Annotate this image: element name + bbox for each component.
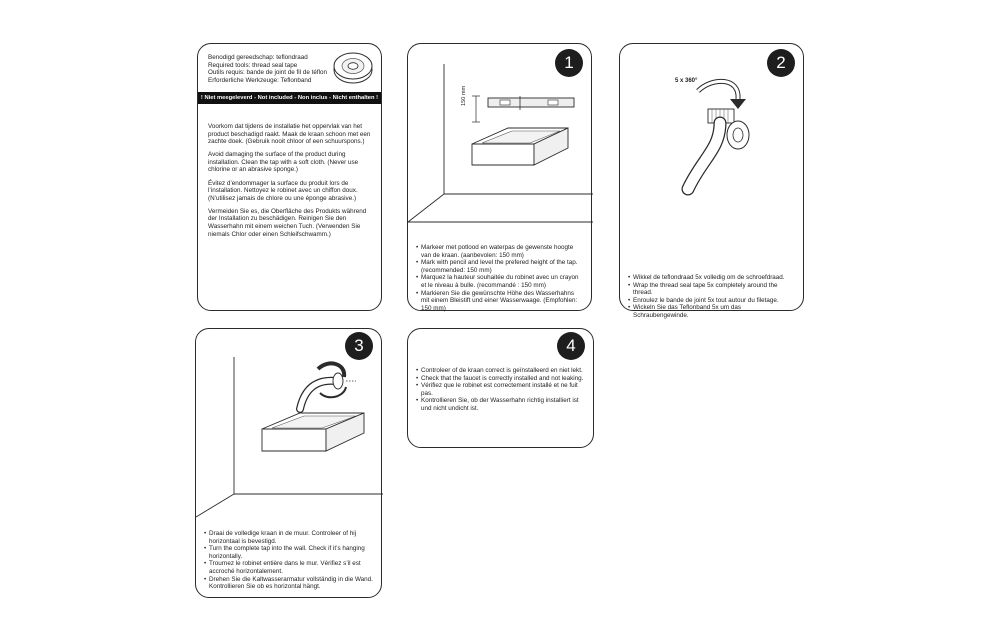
care-paragraph: Avoid damaging the surface of the product during installation. Clean the tap with a soft cloth. (Never use chlorine or an abrasive sponge.) (208, 151, 359, 174)
step-3-instructions (204, 530, 376, 591)
step-3-illustration (196, 329, 383, 524)
instruction-item: • Vérifiez que le robinet est correctement installé et ne fuit pas. (416, 382, 588, 397)
rotation-label: 5 x 360° (675, 78, 698, 84)
instruction-item: • Enroulez le bande de joint 5x tout autour du filetage. (628, 297, 798, 305)
step-2-instructions (628, 274, 798, 320)
step-number-badge: 1 (555, 49, 583, 77)
tools-care-panel (197, 43, 382, 311)
instruction-item: • Wrap the thread seal tape 5x completely around the thread. (628, 282, 798, 297)
instruction-item: • Marquez la hauteur souhaitée du robinet avec un crayon et le niveau à bulle. (recommandé : 150 mm) (416, 274, 584, 289)
instruction-item: • Kontrollieren Sie, ob der Wasserhahn richtig installiert ist und nicht undicht ist. (416, 397, 588, 412)
instruction-item: • Markieren Sie die gewünschte Höhe des Wasserhahns mit einem Bleistift und einer Wasserwaage. (Empfohlen: 150 mm) (416, 290, 584, 313)
step-1-panel (407, 43, 592, 311)
instruction-item: • Draai de volledige kraan in de muur. Controleer of hij horizontaal is bevestigd. (204, 530, 376, 545)
instruction-item: • Drehen Sie die Kaltwasserarmatur vollständig in die Wand. Kontrollieren Sie ob es horizontal hängt. (204, 576, 376, 591)
instruction-item: • Controleer of de kraan correct is geïnstalleerd en niet lekt. (416, 367, 588, 375)
tape-roll-icon (331, 48, 375, 86)
step-4-panel (407, 328, 594, 448)
step-number-badge: 2 (767, 49, 795, 77)
step-1-instructions (416, 244, 584, 312)
step-3-panel (195, 328, 382, 598)
instruction-item: • Markeer met potlood en waterpas de gewenste hoogte van de kraan. (aanbevolen: 150 mm) (416, 244, 584, 259)
instruction-item: • Trournez le robinet entière dans le mur. Vérifiez s’il est accroché horizontalement. (204, 560, 376, 575)
step-2-panel (619, 43, 804, 319)
step-4-instructions (416, 367, 588, 413)
tools-list (208, 54, 328, 84)
step-1-measure-label: 150 mm (461, 85, 467, 106)
care-paragraph: Évitez d’endommager la surface du produit lors de l’installation. Nettoyez le robinet avec un chiffon doux. (N’utilisez jamais de chlore ou une éponge abrasive.) (208, 179, 358, 202)
instruction-item: • Wikkel de teflondraad 5x volledig om de schroefdraad. (628, 274, 798, 282)
step-number-badge: 4 (557, 332, 585, 360)
care-paragraph: Vermeiden Sie es, die Oberfläche des Produkts während der Installation zu beschädigen. Reinigen Sie den Wasserhahn mit einem weichen Tuch. (Verwenden Sie niemals Chlor oder einen Schleifschwamm.) (208, 207, 367, 238)
tools-line: Erforderliche Werkzeuge: Teflonband (208, 76, 312, 84)
tap-thread-illustration (620, 69, 805, 244)
tools-line: Outils requis: bande de joint de fil de téflon (208, 69, 328, 77)
instruction-item: • Wickeln Sie das Teflonband 5x um das Schraubengewinde. (628, 304, 798, 319)
instruction-item: • Check that the faucet is correctly installed and not leaking. (416, 375, 588, 383)
tools-line: Benodigd gereedschap: teflondraad (208, 54, 308, 61)
care-paragraph: Voorkom dat tijdens de installatie het oppervlak van het product beschadigd raakt. Maak de kraan schoon met een zachte doek. (Gebruik nooit chloor of een schuurspons.) (208, 123, 371, 146)
instruction-item: • Turn the complete tap into the wall. Check if it’s hanging horizontally. (204, 545, 376, 560)
not-included-banner: ! Niet meegeleverd - Not included - Non inclus - Nicht enthalten ! (198, 92, 381, 104)
tools-line: Required tools: thread seal tape (208, 61, 298, 69)
instruction-item: • Mark with pencil and level the prefered height of the tap. (recommended: 150 mm) (416, 259, 584, 274)
care-instructions (208, 123, 376, 244)
step-number-badge: 3 (345, 332, 373, 360)
